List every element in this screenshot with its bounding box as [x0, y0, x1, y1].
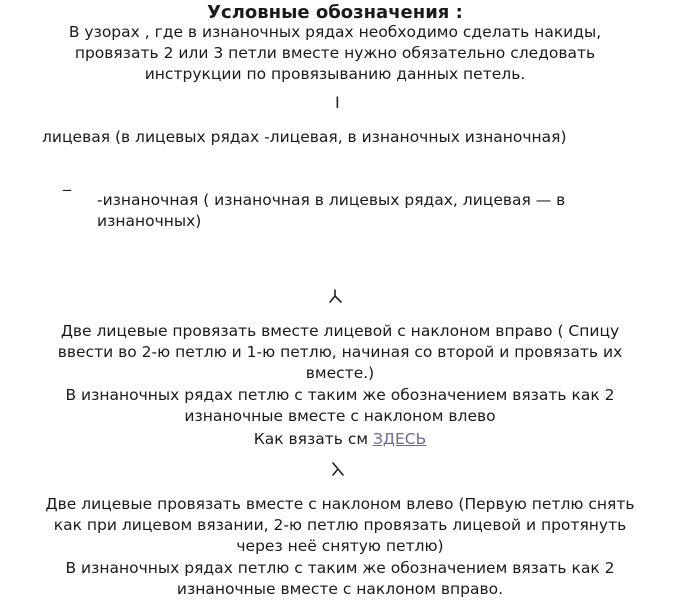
description-line: В изнаночных рядах петлю с таким же обозначением вязать как 2: [65, 559, 615, 577]
description-line: вместе.): [305, 364, 375, 382]
k2tog-left-description: [0, 494, 680, 557]
how-to-knit-text: [0, 429, 680, 450]
description-line: изнаночные вместе с наклоном вправо.: [176, 580, 504, 598]
how-to-knit-line: [0, 429, 680, 450]
how-to-knit-prefix: Как вязать см: [253, 430, 373, 448]
right-leaning-decrease-icon: [328, 288, 344, 304]
purl-description-line: -изнаночная ( изнаночная в лицевых рядах, лицевая — в: [97, 191, 566, 209]
k2tog-right-description: [0, 321, 680, 384]
intro-paragraph: [0, 22, 670, 85]
description-line: ввести во 2-ю петлю и 1-ю петлю, начиная со второй и провязать их: [57, 343, 623, 361]
description-line: В изнаночных рядах петлю с таким же обозначением вязать как 2: [65, 386, 615, 404]
description-line: Две лицевые провязать вместе лицевой с наклоном вправо ( Спицу: [60, 322, 620, 340]
here-link[interactable]: ЗДЕСЬ: [372, 430, 427, 448]
description-line: изнаночные вместе с наклоном влево: [184, 407, 496, 425]
knit-description: лицевая (в лицевых рядах -лицевая, в изнаночных изнаночная): [42, 128, 567, 146]
purl-symbol: _: [63, 172, 71, 191]
description-line: через неё снятую петлю): [236, 537, 444, 555]
knit-symbol: I: [335, 93, 340, 112]
intro-line: В узорах , где в изнаночных рядах необходимо сделать накиды,: [68, 23, 602, 41]
left-leaning-decrease-icon: [330, 461, 346, 477]
intro-line: провязать 2 или 3 петли вместе нужно обязательно следовать: [74, 44, 596, 62]
description-line: как при лицевом вязании, 2-ю петлю провязать лицевой и протянуть: [53, 516, 627, 534]
k2tog-left-wrong-side: [0, 558, 680, 600]
description-line: Две лицевые провязать вместе с наклоном влево (Первую петлю снять: [45, 495, 635, 513]
k2tog-right-wrong-side: [0, 385, 680, 427]
purl-description-line: изнаночных): [97, 212, 202, 230]
intro-line: инструкции по провязыванию данных петель.: [144, 65, 526, 83]
legend-heading: Условные обозначения :: [207, 2, 463, 23]
